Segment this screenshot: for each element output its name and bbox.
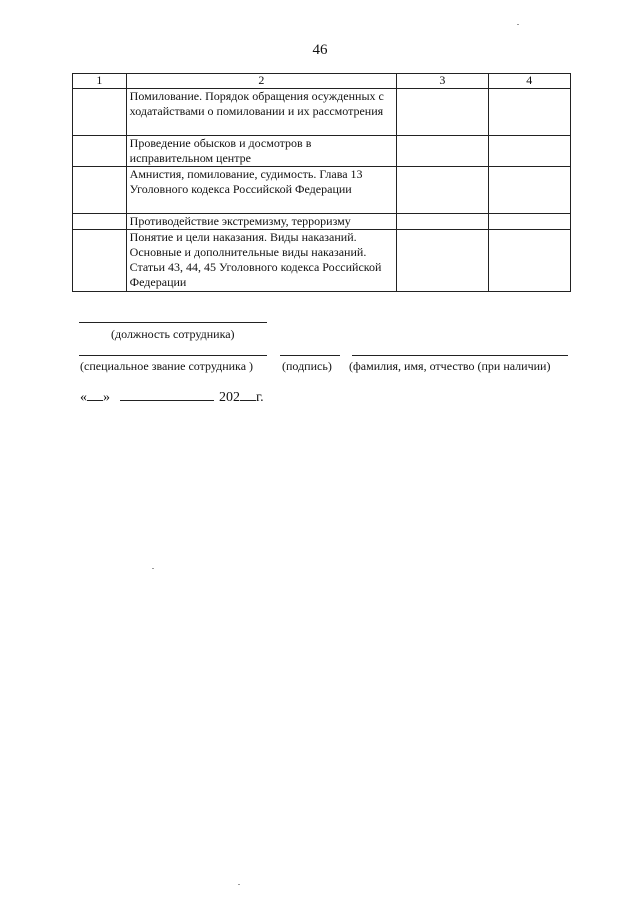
year-blank bbox=[240, 388, 256, 401]
row-col3-cell bbox=[397, 214, 488, 230]
header-col-3: 3 bbox=[397, 74, 488, 89]
day-blank bbox=[87, 388, 103, 401]
rank-label: (специальное звание сотрудника ) bbox=[80, 359, 254, 373]
month-blank bbox=[120, 388, 214, 401]
year-suffix: г. bbox=[256, 390, 264, 405]
date-close-quote: » bbox=[103, 390, 110, 405]
header-col-4: 4 bbox=[488, 74, 570, 89]
header-col-1: 1 bbox=[73, 74, 127, 89]
row-col4-cell bbox=[488, 136, 570, 167]
name-line bbox=[352, 355, 568, 356]
table-row bbox=[73, 89, 571, 136]
date-open-quote: « bbox=[80, 390, 87, 405]
row-col4-cell bbox=[488, 230, 570, 292]
table-header-row bbox=[73, 74, 571, 89]
sign-label: (подпись) bbox=[282, 359, 332, 373]
row-number-cell bbox=[73, 136, 127, 167]
rank-line bbox=[79, 355, 267, 356]
row-number-cell bbox=[73, 167, 127, 214]
table-row bbox=[73, 214, 571, 230]
row-col4-cell bbox=[488, 89, 570, 136]
header-col-2: 2 bbox=[126, 74, 397, 89]
scan-speck bbox=[152, 568, 154, 569]
row-topic-cell: Противодействие экстремизму, терроризму bbox=[126, 214, 397, 230]
table-row bbox=[73, 167, 571, 214]
scan-speck bbox=[517, 24, 519, 25]
year-prefix: 202 bbox=[219, 390, 240, 405]
row-col3-cell bbox=[397, 136, 488, 167]
row-number-cell bbox=[73, 214, 127, 230]
page-number: 46 bbox=[312, 42, 328, 58]
row-col3-cell bbox=[397, 89, 488, 136]
row-topic-cell: Амнистия, помилование, судимость. Глава 13 Уголовного кодекса Российской Федерации bbox=[126, 167, 397, 214]
row-number-cell bbox=[73, 230, 127, 292]
date-line bbox=[80, 388, 264, 406]
table-row bbox=[73, 230, 571, 292]
table-row bbox=[73, 136, 571, 167]
row-col3-cell bbox=[397, 230, 488, 292]
position-label: (должность сотрудника) bbox=[111, 327, 235, 341]
position-line bbox=[79, 322, 267, 323]
row-col4-cell bbox=[488, 214, 570, 230]
row-topic-cell: Помилование. Порядок обращения осужденных с ходатайствами о помиловании и их рассмотрения bbox=[126, 89, 397, 136]
plan-table bbox=[72, 73, 571, 292]
name-label: (фамилия, имя, отчество (при наличии) bbox=[349, 359, 551, 373]
row-topic-cell: Понятие и цели наказания. Виды наказаний. Основные и дополнительные виды наказаний. Статьи 43, 44, 45 Уголовного кодекса Российской Федерации bbox=[126, 230, 397, 292]
scan-speck bbox=[238, 884, 240, 885]
row-number-cell bbox=[73, 89, 127, 136]
row-col4-cell bbox=[488, 167, 570, 214]
row-col3-cell bbox=[397, 167, 488, 214]
signature-line bbox=[280, 355, 340, 356]
row-topic-cell: Проведение обысков и досмотров в исправительном центре bbox=[126, 136, 397, 167]
